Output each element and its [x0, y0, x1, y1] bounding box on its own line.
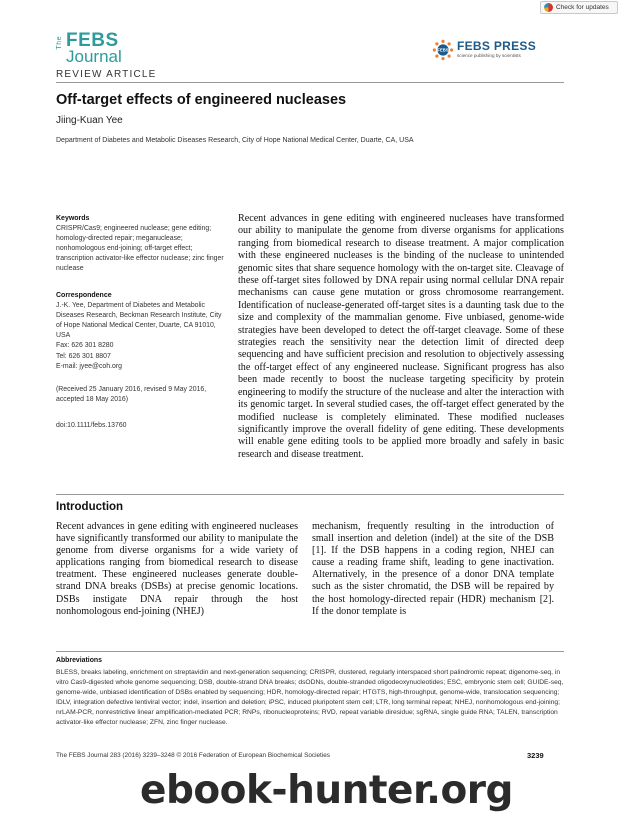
febs-press-emblem-icon — [432, 39, 454, 61]
article-title: Off-target effects of engineered nucleases — [56, 92, 347, 108]
keywords-heading: Keywords — [56, 215, 90, 222]
publisher-tagline: science publishing by scientists — [457, 53, 521, 58]
journal-logo — [56, 30, 126, 68]
introduction-column-2: mechanism, frequently resulting in the introduction of small insertion and deletion (indel) at the site of the DSB [1]. If the DSB happens in a coding region, NHEJ can cause a reading frame shift, leading to gene inactivation. Alternatively, in the presence of a donor DNA template such as the sister chromatid, the DSB will be repaired by the host homology-directed repair (HDR) mechanism [2]. If the donor template is — [312, 521, 554, 617]
page-number: 3239 — [527, 751, 544, 760]
publisher-logo — [432, 37, 542, 67]
footer-citation: The FEBS Journal 283 (2016) 3239–3248 © 2016 Federation of European Biochemical Societies — [56, 752, 330, 759]
correspondence-fax: Fax: 626 301 8280 — [56, 342, 114, 350]
correspondence-block — [56, 291, 228, 372]
journal-logo-the: The — [56, 36, 63, 50]
abstract-divider — [56, 494, 564, 495]
abbreviations-heading: Abbreviations — [56, 657, 102, 664]
keywords-text: CRISPR/Cas9; engineered nuclease; gene editing; homology-directed repair; meganuclease; nonhomologous end-joining; off-target effect; transcription activator-like effector nuclease; zinc finger nuclease — [56, 225, 224, 273]
article-author: Jiing-Kuan Yee — [56, 115, 123, 126]
abbreviations-text: BLESS, breaks labeling, enrichment on streptavidin and next-generation sequencing; CRISPR, clustered, regularly interspaced short palindromic repeat; digenome-seq, in vitro Cas9-digested whole genome sequencing; DSB, double-strand DNA breaks; dsODNs, double-stranded oligodeoxynucleotides; ESC, embryonic stem cell; GUIDE-seq, genome-wide, unbiased identification of DSBs enabled by sequencing; HDR, homology-directed repair; HTGTS, high-throughput, genome-wide, translocation sequencing; IDLV, integration defective lentiviral vector; indel, insertion and deletion; iPSC, induced pluripotent stem cell; LTR, long terminal repeat; NHEJ, nonhomologous end-joining; nrLAM-PCR, nonrestrictive linear amplification-mediated PCR; RNPs, ribonucleoproteins; RVD, repeat variable diresidue; sgRNA, single guide RNA; TALEN, transcription activator-like effector nuclease; ZFN, zinc finger nuclease. — [56, 669, 564, 726]
update-icon — [544, 3, 553, 12]
abstract: Recent advances in gene editing with engineered nucleases have transformed our ability to manipulate the genome from diverse organisms for applications ranging from biomedical research to disease treatment. A major complication with these engineered nucleases is the binding of the nuclease to unintended genomic sites that share sequence homology with the on-target site. Cleavage of these off-target sites followed by DNA repair using normal cellular DNA repair mechanisms can cause gene mutation or gross chromosome rearrangement. Identification of nuclease-generated off-target sites is a daunting task due to the size and complexity of the mammalian genome. Five unbiased, genome-wide strategies have been developed to detect the off-target cleavage. Some of these strategies reach the sensitivity near the detection limit of directed deep sequencing and have sufficient precision and resolution to objectively assessing the off-target effect of any engineered nuclease. Significant progress has also been made recently to boost the nuclease targeting specificity by protein engineering to modify the structure of the nuclease and alter the interaction with its genomic target. In several studied cases, the off-target effect generated by the modified nuclease is completely eliminated. These modified nucleases significantly improve the overall fidelity of gene editing. These developments will enable gene editing tools to be applied more broadly and safely in basic research and disease treatment. — [238, 213, 564, 460]
author-affiliation: Department of Diabetes and Metabolic Diseases Research, City of Hope National Medical Center, Duarte, CA, USA — [56, 137, 414, 144]
abbreviations-divider — [56, 651, 564, 652]
journal-logo-febs: FEBS — [66, 30, 119, 51]
correspondence-address: J.-K. Yee, Department of Diabetes and Metabolic Diseases Research, Beckman Research Institute, City of Hope National Medical Center, Duarte, CA 91010, USA — [56, 302, 222, 340]
correspondence-heading: Correspondence — [56, 292, 112, 299]
keywords-block — [56, 214, 228, 275]
publisher-name: FEBS PRESS — [457, 39, 537, 53]
introduction-column-1: Recent advances in gene editing with engineered nucleases have significantly transformed our ability to manipulate the genome from diverse organisms for a wide variety of applications ranging from biomedical research to disease treatment. These engineered nucleases generate double-strand DNA breaks (DSBs) at precise genomic locations. DSBs instigate DNA repair through the host nonhomologous end-joining (NHEJ) — [56, 521, 298, 617]
journal-logo-journal: Journal — [66, 47, 122, 66]
received-dates: (Received 25 January 2016, revised 9 May 2016, accepted 18 May 2016) — [56, 386, 207, 404]
check-for-updates-button[interactable] — [540, 1, 618, 14]
article-doi[interactable]: doi:10.1111/febs.13760 — [56, 422, 127, 429]
watermark: ebook-hunter.org — [140, 768, 513, 813]
check-for-updates-label: Check for updates — [556, 4, 609, 11]
section-heading-introduction: Introduction — [56, 501, 124, 513]
header-divider — [56, 82, 564, 83]
article-type: REVIEW ARTICLE — [56, 69, 157, 80]
correspondence-email[interactable]: E-mail: jyee@coh.org — [56, 362, 122, 370]
svg-text:FEBS: FEBS — [437, 47, 449, 53]
correspondence-tel: Tel: 626 301 8807 — [56, 352, 111, 360]
